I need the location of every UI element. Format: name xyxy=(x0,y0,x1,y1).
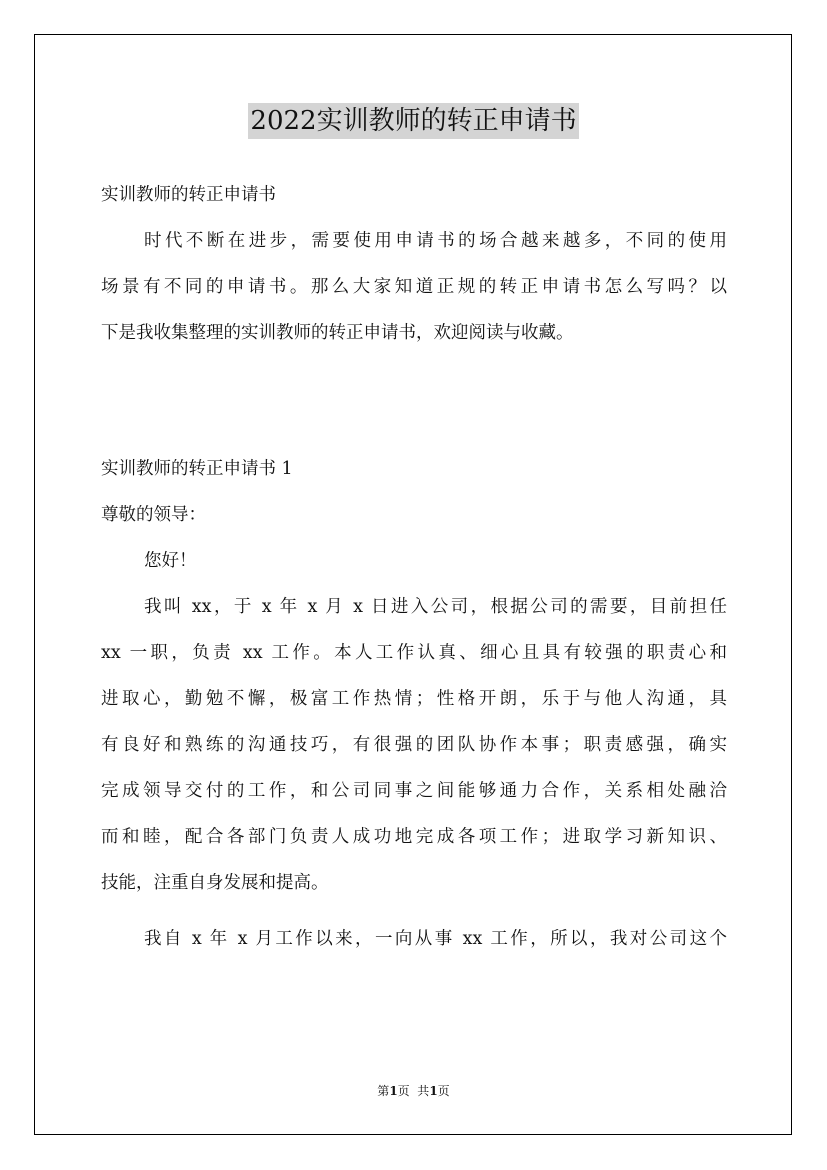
section-heading: 实训教师的转正申请书 1 xyxy=(101,459,293,479)
subtitle: 实训教师的转正申请书 xyxy=(101,185,276,205)
para2-line-1: 我自 x 年 x 月工作以来，一向从事 xx 工作，所以，我对公司这个 xyxy=(144,929,727,949)
salutation: 尊敬的领导： xyxy=(101,505,206,525)
section-spacer xyxy=(101,356,727,446)
para1-line-4: 有良好和熟练的沟通技巧，有很强的团队协作本事；职责感强，确实 xyxy=(101,735,727,755)
footer-prefix: 第 xyxy=(377,1084,390,1098)
document-body xyxy=(101,172,727,962)
greeting: 您好！ xyxy=(144,551,197,571)
para1-line-6: 而和睦，配合各部门负责人成功地完成各项工作；进取学习新知识、 xyxy=(101,827,727,847)
document-title: 2022实训教师的转正申请书 xyxy=(248,103,578,139)
para1-line-7: 技能，注重自身发展和提高。 xyxy=(101,873,329,893)
title-container xyxy=(0,103,827,139)
para1-line-1: 我叫 xx，于 x 年 x 月 x 日进入公司，根据公司的需要，目前担任 xyxy=(144,597,727,617)
para1-line-3: 进取心，勤勉不懈，极富工作热情；性格开朗，乐于与他人沟通，具 xyxy=(101,689,727,709)
intro-line-1: 时代不断在进步，需要使用申请书的场合越来越多，不同的使用 xyxy=(144,231,727,251)
intro-line-3: 下是我收集整理的实训教师的转正申请书，欢迎阅读与收藏。 xyxy=(101,323,574,343)
para1-line-2: xx 一职，负责 xx 工作。本人工作认真、细心且具有较强的职责心和 xyxy=(101,643,727,663)
current-page-number: 1 xyxy=(389,1084,398,1098)
page-footer xyxy=(0,1083,827,1099)
footer-suffix: 页 xyxy=(437,1084,450,1098)
para1-line-5: 完成领导交付的工作，和公司同事之间能够通力合作，关系相处融洽 xyxy=(101,781,727,801)
total-pages-number: 1 xyxy=(429,1084,438,1098)
paragraph-spacer xyxy=(101,906,727,916)
footer-mid: 页 共 xyxy=(397,1084,430,1098)
intro-line-2: 场景有不同的申请书。那么大家知道正规的转正申请书怎么写吗？以 xyxy=(101,277,727,297)
